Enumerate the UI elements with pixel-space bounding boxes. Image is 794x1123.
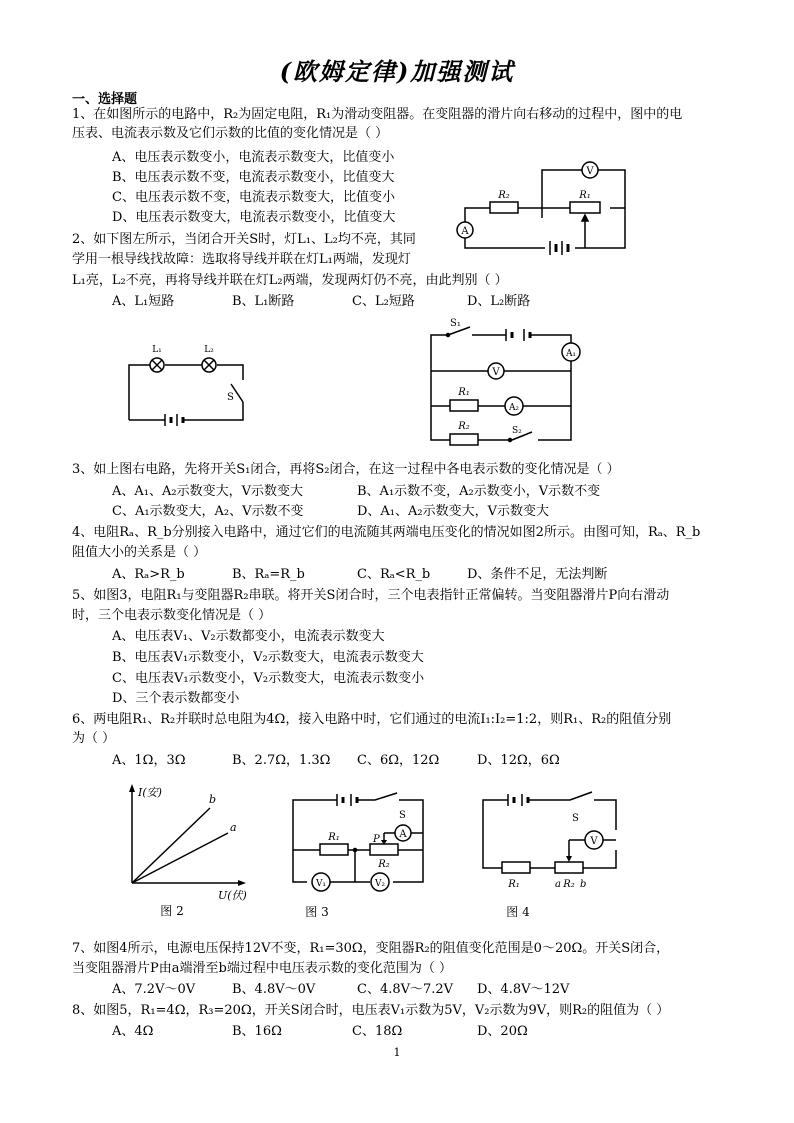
q8-option-d: D、20Ω (477, 1024, 528, 1039)
r2-label: R₂ (378, 859, 390, 870)
line-a-label: a (230, 821, 237, 834)
q7-option-d: D、4.8V～12V (477, 982, 570, 997)
switch-s-label: S (399, 810, 406, 821)
voltmeter-label: V (586, 166, 594, 177)
r1-label: R₁ (508, 879, 520, 890)
q7-option-a: A、7.2V～0V (112, 982, 196, 997)
q1-option-c: C、电压表示数不变，电流表示数变大，比值变小 (112, 190, 395, 205)
figure-4-caption: 图 4 (506, 905, 530, 919)
q2-option-d: D、L₂断路 (467, 294, 531, 309)
l1-label: L₁ (152, 345, 162, 355)
end-b-label: b (580, 879, 587, 890)
v2-meter-label: V₂ (374, 879, 386, 889)
q7-option-b: B、4.8V～0V (232, 982, 316, 997)
q4-option-d: D、条件不足，无法判断 (467, 567, 608, 582)
q3-option-a: A、A₁、A₂示数变大，V示数变大 (112, 484, 303, 499)
r1-label: R₁ (328, 832, 340, 843)
q5-option-c: C、电压表V₁示数变小，V₂示数变大，电流表示数变小 (112, 671, 425, 686)
q5-option-b: B、电压表V₁示数变小，V₂示数变大，电流表示数变大 (112, 650, 424, 665)
q7-option-c: C、4.8V～7.2V (357, 982, 454, 997)
q6-line1: 6、两电阻R₁、R₂并联时总电阻为4Ω，接入电路中时，它们通过的电流I₁:I₂=1:2，则R₁、R₂的阻值分别 (72, 712, 672, 727)
figure-2-iu-graph (110, 778, 250, 923)
q1-option-d: D、电压表示数变大，电流表示数变小，比值变大 (112, 210, 396, 225)
q3-option-c: C、A₁示数变大，A₂、V示数不变 (112, 504, 304, 519)
r2-label: R₂ (498, 190, 510, 201)
q8-option-b: B、16Ω (232, 1024, 282, 1039)
r2-label: R₂ (563, 879, 575, 890)
q8-option-c: C、18Ω (352, 1024, 403, 1039)
section-heading: 一、选择题 (72, 92, 138, 107)
line-b-label: b (209, 793, 217, 806)
q6-option-d: D、12Ω，6Ω (477, 753, 560, 768)
q4-option-a: A、Rₐ>R_b (112, 567, 185, 582)
q1-line2: 压表、电流表示数及它们示数的比值的变化情况是（ ） (72, 126, 389, 141)
q5-option-a: A、电压表V₁、V₂示数都变小，电流表示数变大 (112, 629, 385, 644)
s1-label: S₁ (450, 318, 461, 329)
q2-lamp-circuit (125, 340, 250, 425)
q5-line2: 时，三个电表示数变化情况是（ ） (72, 608, 272, 623)
a1-meter-label: A₁ (565, 349, 577, 359)
slider-p-label: P (373, 834, 380, 845)
q2-line2: 学用一根导线找故障：选取将导线并联在灯L₁两端，发现灯 (72, 252, 411, 267)
q3-option-d: D、A₁、A₂示数变大，V示数变大 (357, 504, 550, 519)
page-title: (欧姆定律)加强测试 (279, 57, 515, 86)
switch-s-label: S (572, 813, 579, 824)
voltmeter-label: V (590, 836, 598, 847)
q2-option-b: B、L₁断路 (232, 294, 295, 309)
q6-option-c: C、6Ω，12Ω (357, 753, 440, 768)
line-a (132, 833, 228, 883)
ammeter-label: A (399, 829, 407, 840)
page-number: 1 (393, 1046, 401, 1059)
q8-line1: 8、如图5，R₁=4Ω，R₃=20Ω，开关S闭合时，电压表V₁示数为5V，V₂示数为9V，则R₂的阻值为（ ） (72, 1003, 670, 1018)
r2-label: R₂ (458, 421, 470, 432)
s2-label: S₂ (512, 426, 522, 436)
q6-line2: 为（ ） (72, 731, 116, 746)
q1-option-b: B、电压表示数不变，电流表示数变小，比值变大 (112, 170, 395, 185)
r1-label: R₁ (458, 387, 470, 398)
x-axis-label: U(伏) (218, 889, 247, 902)
q2-option-c: C、L₂短路 (352, 294, 415, 309)
r1-label: R₁ (579, 190, 591, 201)
q2-line3: L₁亮，L₂不亮，再将导线并联在灯L₂两端，发现两灯仍不亮，由此判别（ ） (72, 273, 508, 288)
figure-2-caption: 图 2 (160, 904, 184, 918)
figure-3-caption: 图 3 (305, 905, 329, 919)
q3-option-b: B、A₁示数不变，A₂示数变小，V示数不变 (357, 484, 601, 499)
a2-meter-label: A₂ (508, 403, 520, 413)
q7-line1: 7、如图4所示，电源电压保持12V不变，R₁=30Ω，变阻器R₂的阻值变化范围是0～20Ω。开关S闭合， (72, 941, 670, 956)
figure-3-circuit (285, 790, 435, 925)
q4-line1: 4、电阻Rₐ、R_b分别接入电路中，通过它们的电流随其两端电压变化的情况如图2所示。由图可知，Rₐ、R_b (72, 525, 701, 540)
q4-option-b: B、Rₐ=R_b (232, 567, 305, 582)
q6-option-a: A、1Ω，3Ω (112, 753, 186, 768)
q5-option-d: D、三个表示数都变小 (112, 691, 240, 706)
q4-line2: 阻值大小的关系是（ ） (72, 545, 207, 560)
q2-option-a: A、L₁短路 (112, 294, 175, 309)
q1-option-a: A、电压表示数变小，电流表示数变大，比值变小 (112, 150, 395, 165)
l2-label: L₂ (204, 345, 214, 355)
q8-option-a: A、4Ω (112, 1024, 154, 1039)
figure-4-circuit (478, 790, 628, 925)
line-b (132, 808, 210, 883)
ammeter-label: A (461, 226, 469, 237)
q6-option-b: B、2.7Ω，1.3Ω (232, 753, 331, 768)
v-meter-label: V (492, 367, 500, 378)
end-a-label: a (555, 879, 561, 890)
q1-line1: 1、在如图所示的电路中，R₂为固定电阻，R₁为滑动变阻器。在变阻器的滑片向右移动的过程中，图中的电 (72, 107, 683, 122)
q1-circuit-diagram (450, 158, 635, 253)
q7-line2: 当变阻器滑片P由a端滑至b端过程中电压表示数的变化范围为（ ） (72, 961, 452, 976)
y-axis-label: I(安) (138, 786, 162, 799)
q4-option-c: C、Rₐ<R_b (357, 567, 431, 582)
q3-line1: 3、如上图右电路，先将开关S₁闭合，再将S₂闭合，在这一过程中各电表示数的变化情况是（ ） (72, 462, 620, 477)
q2-line1: 2、如下图左所示，当闭合开关S时，灯L₁、L₂均不亮，其同 (72, 232, 416, 247)
v1-meter-label: V₁ (315, 879, 327, 889)
q3-circuit-diagram (428, 318, 583, 448)
switch-s-label: S (227, 392, 234, 403)
q5-line1: 5、如图3，电阻R₁与变阻器R₂串联。将开关S闭合时，三个电表指针正常偏转。当变阻器滑片P向右滑动 (72, 588, 670, 603)
